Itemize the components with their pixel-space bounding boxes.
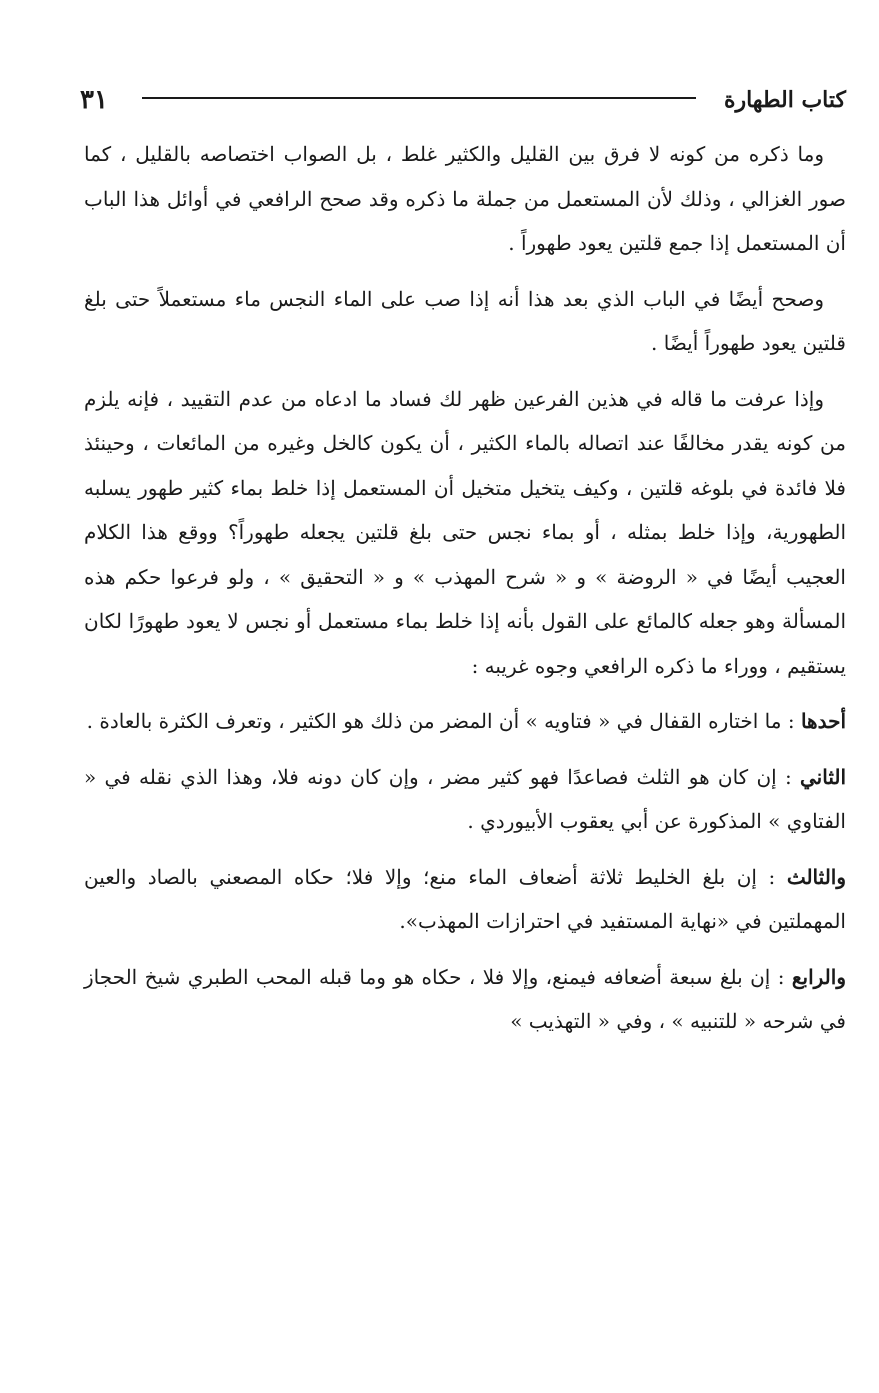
paragraph-lead: والثالث (786, 864, 846, 889)
body-text (84, 132, 846, 1055)
paragraph-lead: الثاني (799, 764, 846, 789)
paragraph (84, 955, 846, 1044)
paragraph (84, 377, 846, 689)
paragraph (84, 855, 846, 944)
paragraph-text: : إن بلغ سبعة أضعافه فيمنع، وإلا فلا ، حكاه هو وما قبله المحب الطبري شيخ الحجاز في شرحه « للتنبيه » ، وفي « التهذيب » (84, 964, 846, 1033)
page-number: ٣١ (80, 85, 108, 115)
paragraph (84, 755, 846, 844)
paragraph (84, 699, 846, 744)
page-header (80, 80, 846, 120)
paragraph-text: : إن بلغ الخليط ثلاثة أضعاف الماء منع؛ وإلا فلا؛ حكاه المصعني بالصاد والعين المهملتين في «نهاية المستفيد في احترازات المهذب». (84, 864, 846, 933)
header-rule (142, 97, 696, 99)
paragraph-text: وصحح أيضًا في الباب الذي بعد هذا أنه إذا صب على الماء النجس ماء مستعملاً حتى بلغ قلتين يعود طهوراً أيضًا . (84, 286, 846, 355)
paragraph-text: وما ذكره من كونه لا فرق بين القليل والكثير غلط ، بل الصواب اختصاصه بالقليل ، كما صور الغزالي ، وذلك لأن المستعمل من جملة ما ذكره وقد صحح الرافعي في أوائل هذا الباب أن المستعمل إذا جمع قلتين يعود طهوراً . (84, 142, 846, 255)
paragraph-text: : إن كان هو الثلث فصاعدًا فهو كثير مضر ، وإن كان دونه فلا، وهذا الذي نقله في « الفتاوي » المذكورة عن أبي يعقوب الأبيوردي . (84, 764, 846, 833)
paragraph (84, 277, 846, 366)
paragraph-text: : ما اختاره القفال في « فتاويه » أن المضر من ذلك هو الكثير ، وتعرف الكثرة بالعادة . (86, 709, 801, 733)
paragraph (84, 132, 846, 266)
running-title: كتاب الطهارة (723, 87, 846, 113)
paragraph-lead: والرابع (791, 964, 846, 989)
paragraph-text: وإذا عرفت ما قاله في هذين الفرعين ظهر لك فساد ما ادعاه من عدم التقييد ، فإنه يلزم من كونه يقدر مخالفًا عند اتصاله بالماء الكثير ، أن يكون كالخل وغيره من المائعات ، وحينئذ فلا فائدة في بلوغه قلتين ، وكيف يتخيل متخيل أن المستعمل إذا خلط بماء كثير طهور يسلبه الطهورية، وإذا خلط بمثله ، أو بماء نجس حتى بلغ قلتين يجعله طهوراً؟ ووقع هذا الكلام العجيب أيضًا في « الروضة » و « شرح المهذب » و « التحقيق » ، ولو فرعوا حكم هذه المسألة وهو جعله كالمائع على القول بأنه إذا خلط بماء مستعمل أو نجس لا يعود طهورًا لكان يستقيم ، ووراء ما ذكره الرافعي وجوه غريبه : (84, 386, 846, 678)
paragraph-lead: أحدها (800, 709, 846, 733)
